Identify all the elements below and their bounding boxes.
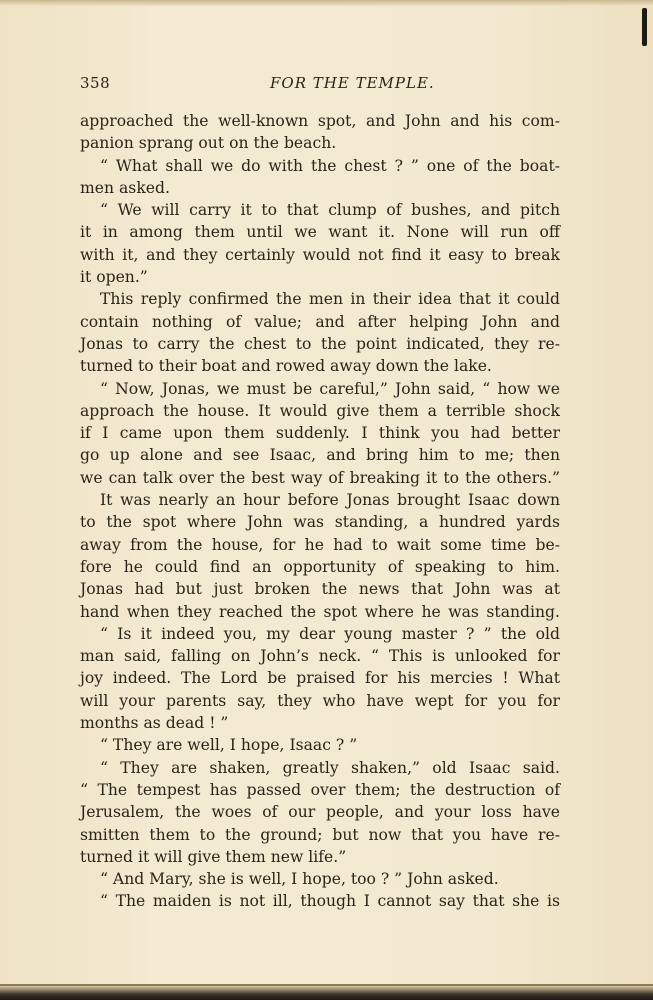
text-line: “ Is it indeed you, my dear young master ? ” the old xyxy=(100,624,560,643)
body-text xyxy=(80,110,560,913)
text-line: turned it will give them new life.” xyxy=(80,847,347,866)
text-line: we can talk over the best way of breaking it to the others.” xyxy=(80,468,560,487)
text-line: It was nearly an hour before Jonas brought Isaac down xyxy=(100,491,560,510)
text-line: Jonas had but just broken the news that John was at xyxy=(80,580,560,599)
text-line: “ We will carry it to that clump of bushes, and pitch xyxy=(100,201,560,220)
text-line: “ They are well, I hope, Isaac ? ” xyxy=(100,736,358,755)
text-line: Jerusalem, the woes of our people, and your loss have xyxy=(80,803,560,822)
page-top-edge xyxy=(0,0,653,6)
text-line: “ Now, Jonas, we must be careful,” John said, “ how we xyxy=(100,379,560,398)
page-number: 358 xyxy=(80,74,111,92)
text-line: man said, falling on John’s neck. “ This is unlooked for xyxy=(80,647,560,666)
text-line: it open.” xyxy=(80,268,148,287)
text-line: This reply confirmed the men in their idea that it could xyxy=(100,290,560,309)
text-line: “ And Mary, she is well, I hope, too ? ” John asked. xyxy=(100,870,499,889)
text-line: to the spot where John was standing, a hundred yards xyxy=(80,513,560,532)
text-line: fore he could find an opportunity of speaking to him. xyxy=(80,557,560,576)
text-line: approached the well-known spot, and John and his com- xyxy=(80,112,560,130)
page-bottom-edge xyxy=(0,986,653,1000)
text-line: it in among them until we want it. None will run off xyxy=(80,223,560,242)
text-line: “ The maiden is not ill, though I cannot say that she is xyxy=(100,892,560,911)
text-line: will your parents say, they who have wept for you for xyxy=(80,691,560,710)
text-line: joy indeed. The Lord be praised for his mercies ! What xyxy=(80,669,560,688)
text-line: contain nothing of value; and after helping John and xyxy=(80,312,560,331)
text-line: away from the house, for he had to wait some time be- xyxy=(80,535,560,554)
text-line: Jonas to carry the chest to the point indicated, they re- xyxy=(80,334,560,353)
text-line: go up alone and see Isaac, and bring him to me; then xyxy=(80,446,560,465)
text-line: “ They are shaken, greatly shaken,” old Isaac said. xyxy=(100,758,560,777)
binding-mark xyxy=(642,8,647,46)
text-line: months as dead ! ” xyxy=(80,714,229,733)
text-line: “ The tempest has passed over them; the destruction of xyxy=(80,780,560,799)
page-header xyxy=(80,74,560,98)
text-line: if I came upon them suddenly. I think you had better xyxy=(80,424,560,443)
text-line: with it, and they certainly would not find it easy to break xyxy=(80,245,560,264)
text-line: men asked. xyxy=(80,178,170,197)
text-line: smitten them to the ground; but now that you have re- xyxy=(80,825,560,844)
text-line: hand when they reached the spot where he was standing. xyxy=(80,602,560,621)
text-line: approach the house. It would give them a terrible shock xyxy=(80,401,560,420)
running-title: FOR THE TEMPLE. xyxy=(270,74,435,92)
text-line: turned to their boat and rowed away down the lake. xyxy=(80,357,492,376)
text-line: “ What shall we do with the chest ? ” one of the boat- xyxy=(100,156,560,175)
text-line: panion sprang out on the beach. xyxy=(80,134,337,153)
